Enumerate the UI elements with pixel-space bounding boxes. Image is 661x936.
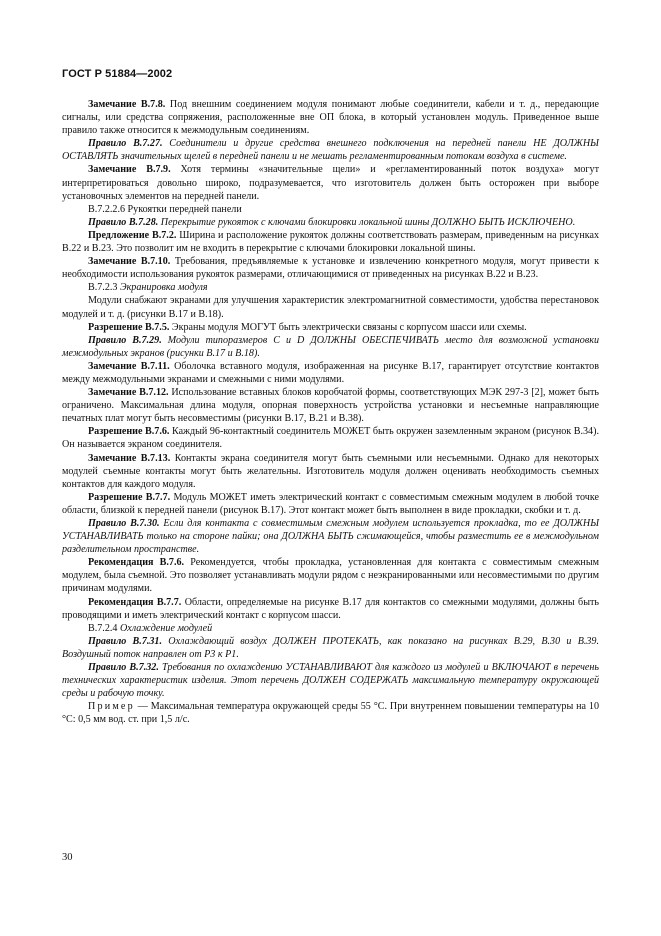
rule-text: Перекрытие рукояток с ключами блокировки локальной шины ДОЛЖНО БЫТЬ ИСКЛЮЧЕНО. [158,216,576,228]
note-label: Замечание В.7.13. [88,452,171,464]
note-label: Замечание В.7.11. [88,360,170,372]
plain-paragraph [62,294,599,320]
proposal-label: Предложение В.7.2. [88,229,177,241]
page-number: 30 [62,852,73,863]
proposal-text: Ширина и расположение рукояток должны соответствовать размерам, приведенным на рисунках В.22 и В.23. Это позволит им не входить в перекрытие с ключами блокировки локальной шины. [62,229,599,255]
recommendation-text: Рекомендуется, чтобы прокладка, установленная для контакта с совместимым смежным модулем, была съемной. Это позволяет устанавливать модули рядом с неэкранированными или несовместимыми по другим причинам модулями. [62,557,599,595]
note-label: Замечание В.7.10. [88,256,171,268]
note-b-7-10 [62,255,599,281]
note-b-7-9 [62,163,599,202]
section-heading-handles [62,203,599,216]
recommendation-b-7-7 [62,596,599,622]
note-b-7-13 [62,452,599,491]
rule-label: Правило В.7.29. [88,334,162,346]
example-label: Пример [88,701,135,713]
recommendation-label: Рекомендация В.7.6. [88,557,185,569]
note-b-7-11 [62,360,599,386]
proposal-b-7-2 [62,229,599,255]
note-text: Хотя термины «значительные щели» и «регламентированный поток воздуха» могут интерпретироваться довольно широко, подразумевается, что изготовитель должен быть осторожен при выборе установочных элементов на передней панели. [62,164,599,202]
note-label: Замечание В.7.12. [88,387,169,399]
permission-text: Модуль МОЖЕТ иметь электрический контакт с совместимым смежным модулем в любой точке области, близкой к передней панели (рисунок В.17). Этот контакт может быть выполнен в виде прокладки, скобки и т. д. [62,491,599,516]
paragraph-text: Модули снабжают экранами для улучшения характеристик электромагнитной совместимости, удобства перестановок модулей и т. д. (рисунки В.17 и В.18). [62,295,599,320]
rule-text: Соединители и другие средства внешнего подключения на передней панели НЕ ДОЛЖНЫ ОСТАВЛЯТЬ значительных щелей в передней панели и не мешать регламентированным потокам воздуха в системе. [62,138,599,163]
recommendation-label: Рекомендация В.7.7. [88,596,182,608]
rule-label: Правило В.7.32. [88,662,159,674]
standard-header: ГОСТ Р 51884—2002 [62,68,173,80]
rule-text: Если для контакта с совместимым смежным модулем используется прокладка, то ее ДОЛЖНЫ УСТАНАВЛИВАТЬ только на стороне пайки; она ДОЛЖНА БЫТЬ сжимающейся, чтобы разместить ее в межмодульном разделительном пространстве. [62,518,599,556]
section-heading-shielding [62,281,599,294]
section-title: Охлаждение модулей [117,622,213,634]
section-title: Рукоятки передней панели [125,203,242,215]
note-label: Замечание В.7.8. [88,99,166,110]
note-b-7-12 [62,386,599,425]
note-text: Использование вставных блоков коробчатой формы, соответствующих МЭК 297-3 [2], может быть ограничено. Максимальная длина модуля, опорная поверхность устройства установки и несъемные направляющие печатных плат могут быть несовместимы (рисунки В.17, В.21 и В.38). [62,387,599,425]
rule-b-7-27 [62,137,599,163]
example-text: — Максимальная температура окружающей среды 55 °С. При внутреннем повышении температуры на 10 °С: 0,5 мм вод. ст. при 1,5 л/с. [62,701,599,726]
document-body [62,98,599,727]
recommendation-text: Области, определяемые на рисунке В.17 для контактов со смежными модулями, должны быть проводящими и иметь электрический контакт с корпусом шасси. [62,596,599,621]
note-b-7-8 [62,98,599,137]
permission-label: Разрешение В.7.5. [88,321,170,333]
rule-label: Правило В.7.30. [88,518,160,529]
rule-label: Правило В.7.31. [88,635,163,647]
rule-text: Охлаждающий воздух ДОЛЖЕН ПРОТЕКАТЬ, как показано на рисунках В.29, В.30 и В.39. Воздушный поток направлен от Р3 к Р1. [62,635,599,660]
note-text: Контакты экрана соединителя могут быть съемными или несъемными. Однако для некоторых модулей съемные контакты могут быть желательны. Изготовитель модуля должен оценивать необходимость съемных контактов для каждого модуля. [62,452,599,490]
note-text: Оболочка вставного модуля, изображенная на рисунке В.17, гарантирует отсутствие контактов между межмодульными экранами и смежными с ними модулями. [62,360,599,385]
permission-label: Разрешение В.7.6. [88,426,170,438]
rule-text: Требования по охлаждению УСТАНАВЛИВАЮТ для каждого из модулей и ВКЛЮЧАЮТ в перечень технических характеристик изделия. Этот перечень ДОЛЖЕН СОДЕРЖАТЬ максимальную температуру окружающей среды и рабочую точку. [62,662,600,700]
rule-b-7-30 [62,517,599,556]
note-label: Замечание В.7.9. [88,164,171,176]
permission-label: Разрешение В.7.7. [88,491,171,503]
recommendation-b-7-6 [62,556,599,595]
section-number: В.7.2.3 [88,282,118,294]
note-text: Под внешним соединением модуля понимают любые соединители, кабели и т. д., передающие сигналы, или средства сопряжения, расположенные вне ОП блока, в который установлен модуль. Приведенное выше правило также относится к межмодульным соединениям. [62,99,599,137]
rule-b-7-28 [62,216,599,229]
section-number: В.7.2.4 [88,622,118,634]
rule-b-7-29 [62,334,599,360]
example-paragraph [62,700,599,726]
rule-b-7-32 [62,661,599,700]
section-heading-cooling [62,622,599,635]
permission-text: Каждый 96-контактный соединитель МОЖЕТ быть окружен заземленным экраном (рисунок В.34). Он называется экраном соединителя. [62,426,599,451]
permission-text: Экраны модуля МОГУТ быть электрически связаны с корпусом шасси или схемы. [169,321,527,333]
rule-label: Правило В.7.28. [88,216,159,228]
permission-b-7-5 [62,321,599,334]
rule-text: Модули типоразмеров С и D ДОЛЖНЫ ОБЕСПЕЧИВАТЬ место для возможной установки межмодульных экранов (рисунки В.17 и В.18). [62,334,600,359]
permission-b-7-7 [62,491,599,517]
rule-b-7-31 [62,635,599,661]
permission-b-7-6 [62,425,599,451]
section-number: В.7.2.2.6 [88,203,126,215]
section-title: Экранировка модуля [117,282,208,294]
rule-label: Правило В.7.27. [88,138,163,150]
note-text: Требования, предъявляемые к установке и извлечению конкретного модуля, могут привести к необходимости использования рукояток размерами, отличающимися от приведенных на рисунках В.22 и В.23. [62,256,600,281]
